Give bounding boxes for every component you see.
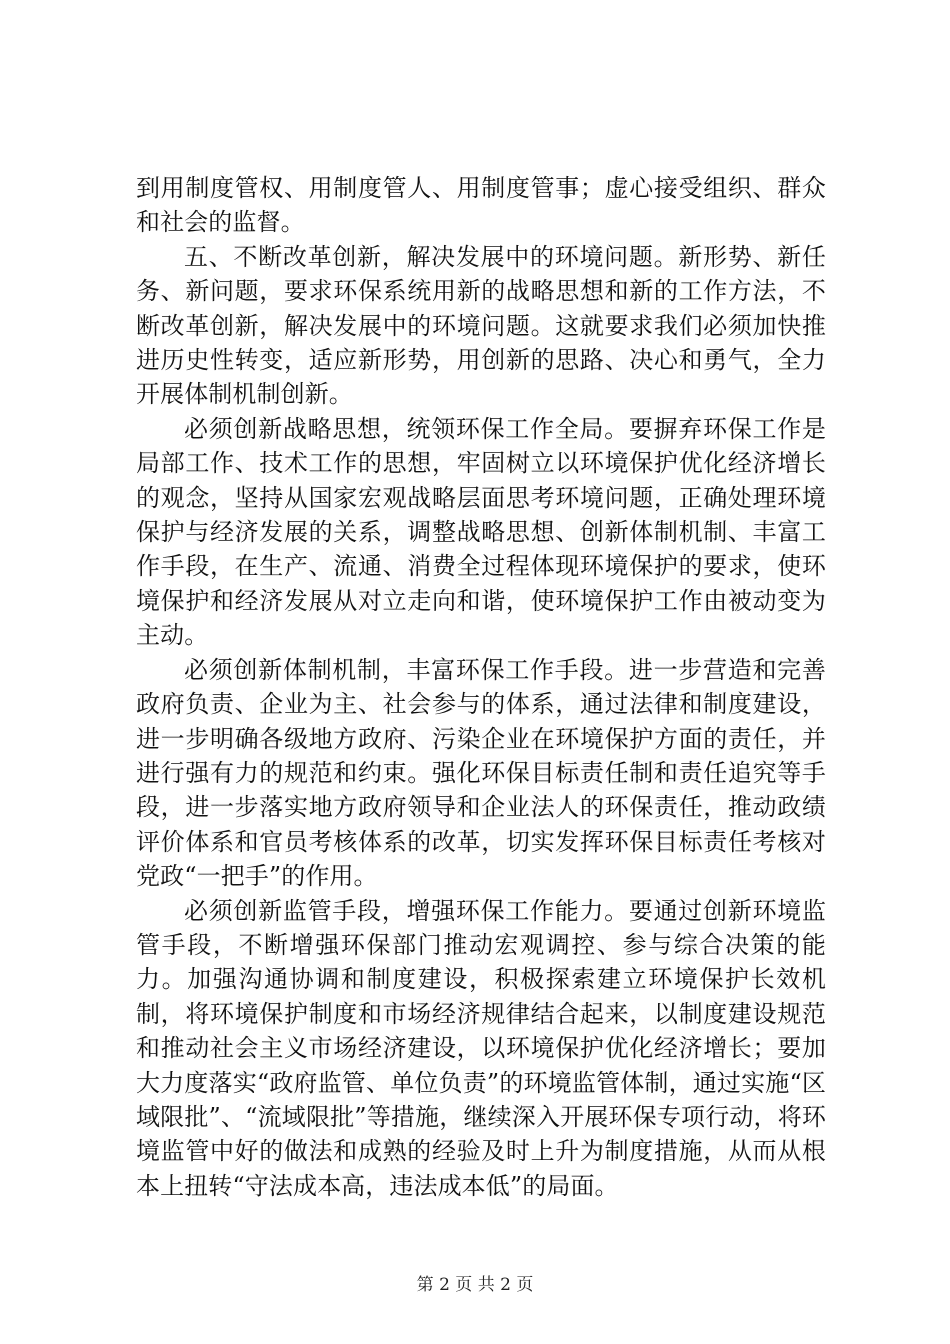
paragraph-supervision: 必须创新监管手段，增强环保工作能力。要通过创新环境监管手段，不断增强环保部门推动宏观调控、参与综合决策的能力。加强沟通协调和制度建设，积极探索建立环境保护长效机制，将环境保护制度和市场经济规律结合起来，以制度建设规范和推动社会主义市场经济建设，以环境保护优化经济增长；要加大力度落实“政府监管、单位负责”的环境监管体制，通过实施“区域限批”、“流域限批”等措施，继续深入开展环保专项行动，将环境监管中好的做法和成熟的经验及时上升为制度措施，从而从根本上扭转“守法成本高，违法成本低”的局面。 <box>136 896 826 1200</box>
paragraph-strategy: 必须创新战略思想，统领环保工作全局。要摒弃环保工作是局部工作、技术工作的思想，牢固树立以环境保护优化经济增长的观念，坚持从国家宏观战略层面思考环境问题，正确处理环境保护与经济发展的关系，调整战略思想、创新体制机制、丰富工作手段，在生产、流通、消费全过程体现环境保护的要求，使环境保护和经济发展从对立走向和谐，使环境保护工作由被动变为主动。 <box>136 414 826 650</box>
paragraph-continuation: 到用制度管权、用制度管人、用制度管事；虚心接受组织、群众和社会的监督。 <box>136 174 826 237</box>
paragraph-section-five: 五、不断改革创新，解决发展中的环境问题。新形势、新任务、新问题，要求环保系统用新的战略思想和新的工作方法，不断改革创新，解决发展中的环境问题。这就要求我们必须加快推进历史性转变，适应新形势，用创新的思路、决心和勇气，全力开展体制机制创新。 <box>136 242 826 409</box>
page-number-footer: 第 2 页 共 2 页 <box>416 1275 534 1295</box>
paragraph-mechanism: 必须创新体制机制，丰富环保工作手段。进一步营造和完善政府负责、企业为主、社会参与的体系，通过法律和制度建设，进一步明确各级地方政府、污染企业在环境保护方面的责任，并进行强有力的规范和约束。强化环保目标责任制和责任追究等手段，进一步落实地方政府领导和企业法人的环保责任，推动政绩评价体系和官员考核体系的改革，切实发挥环保目标责任考核对党政“一把手”的作用。 <box>136 655 826 891</box>
document-body <box>136 171 826 1203</box>
